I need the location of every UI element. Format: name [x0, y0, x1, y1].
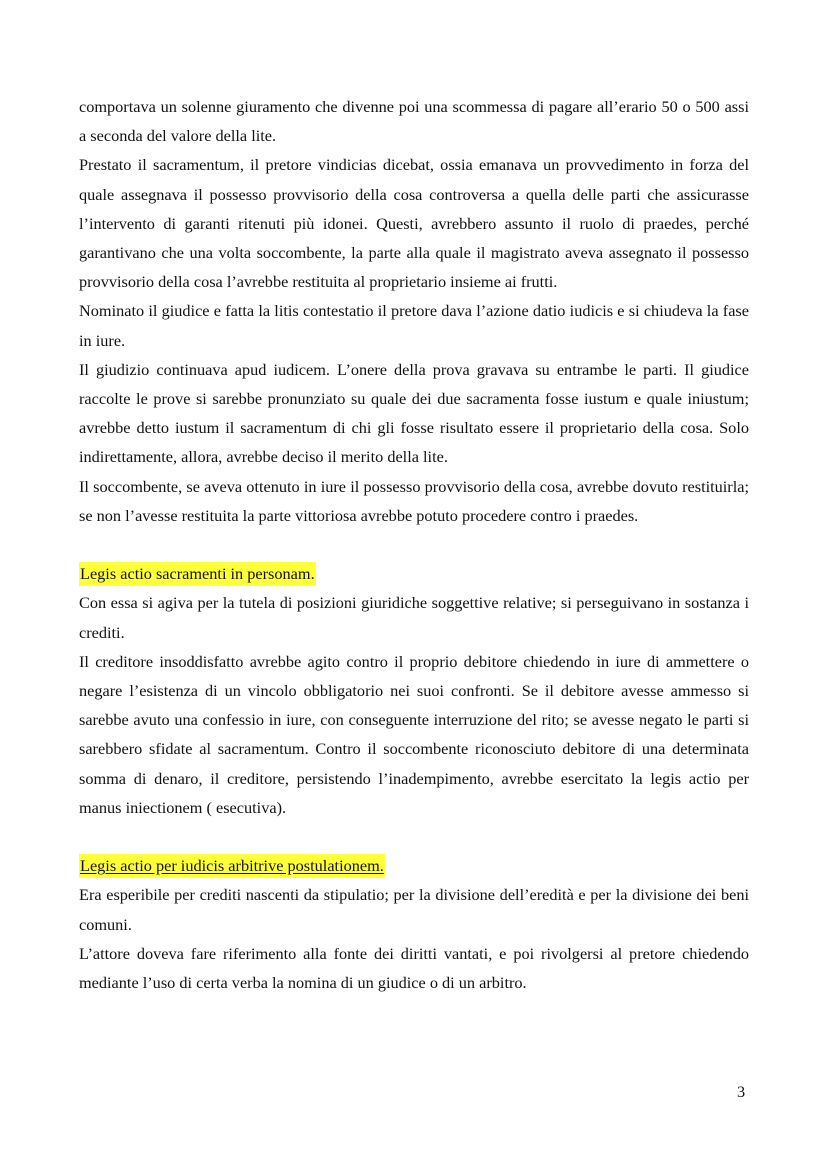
- paragraph: Il soccombente, se aveva ottenuto in iure il possesso provvisorio della cosa, avrebbe dovuto restituirla; se non l’avesse restituita la parte vittoriosa avrebbe potuto procedere contro i praedes.: [79, 476, 749, 525]
- page-number: 3: [737, 1082, 746, 1101]
- document-body: [79, 92, 749, 997]
- paragraph: Con essa si agiva per la tutela di posizioni giuridiche soggettive relative; si perseguivano in sostanza i crediti.: [79, 593, 749, 642]
- paragraph: comportava un solenne giuramento che divenne poi una scommessa di pagare all’erario 50 o 500 assi a seconda del valore della lite.: [79, 97, 749, 146]
- paragraph: L’attore doveva fare riferimento alla fonte dei diritti vantati, e poi rivolgersi al pretore chiedendo mediante l’uso di certa verba la nomina di un giudice o di un arbitro.: [79, 943, 749, 993]
- paragraph: Il creditore insoddisfatto avrebbe agito contro il proprio debitore chiedendo in iure di ammettere o negare l’esistenza di un vincolo obbligatorio nei suoi confronti. Se il debitore avesse ammesso si sarebbe avuto una confessio in iure, con conseguente interruzione del rito; se avesse negato le parti si sarebbero sfidate al sacramentum. Contro il soccombente riconosciuto debitore di una determinata somma di denaro, il creditore, persistendo l’inadempimento, avrebbe esercitato la legis actio per manus iniectionem ( esecutiva).: [79, 651, 749, 817]
- highlighted-heading-text: Legis actio per iudicis arbitrive postulationem.: [79, 854, 385, 878]
- paragraph: Nominato il giudice e fatta la litis contestatio il pretore dava l’azione datio iudicis e si chiudeva la fase in iure.: [79, 301, 749, 350]
- section-heading-personam: [79, 559, 749, 588]
- spacer: [79, 530, 749, 559]
- paragraph: Il giudizio continuava apud iudicem. L’onere della prova gravava su entrambe le parti. Il giudice raccolte le prove si sarebbe pronunziato su quale dei due sacramenta fosse iustum e quale iniustum; avrebbe detto iustum il sacramentum di chi gli fosse risultato essere il proprietario della cosa. Solo indirettamente, allora, avrebbe deciso il merito della lite.: [79, 359, 749, 467]
- spacer: [79, 822, 749, 851]
- paragraph: Prestato il sacramentum, il pretore vindicias dicebat, ossia emanava un provvedimento in forza del quale assegnava il possesso provvisorio della cosa controversa a quella delle parti che assicurasse l’intervento di garanti ritenuti più idonei. Questi, avrebbero assunto il ruolo di praedes, perché garantivano che una volta soccombente, la parte alla quale il magistrato aveva assegnato il possesso provvisorio della cosa l’avrebbe restituita al proprietario insieme ai frutti.: [79, 155, 749, 292]
- section-heading-arbitrive: [79, 851, 749, 880]
- paragraph: Era esperibile per crediti nascenti da stipulatio; per la divisione dell’eredità e per la divisione dei beni comuni.: [79, 885, 749, 934]
- highlighted-heading-text: Legis actio sacramenti in personam.: [79, 562, 316, 586]
